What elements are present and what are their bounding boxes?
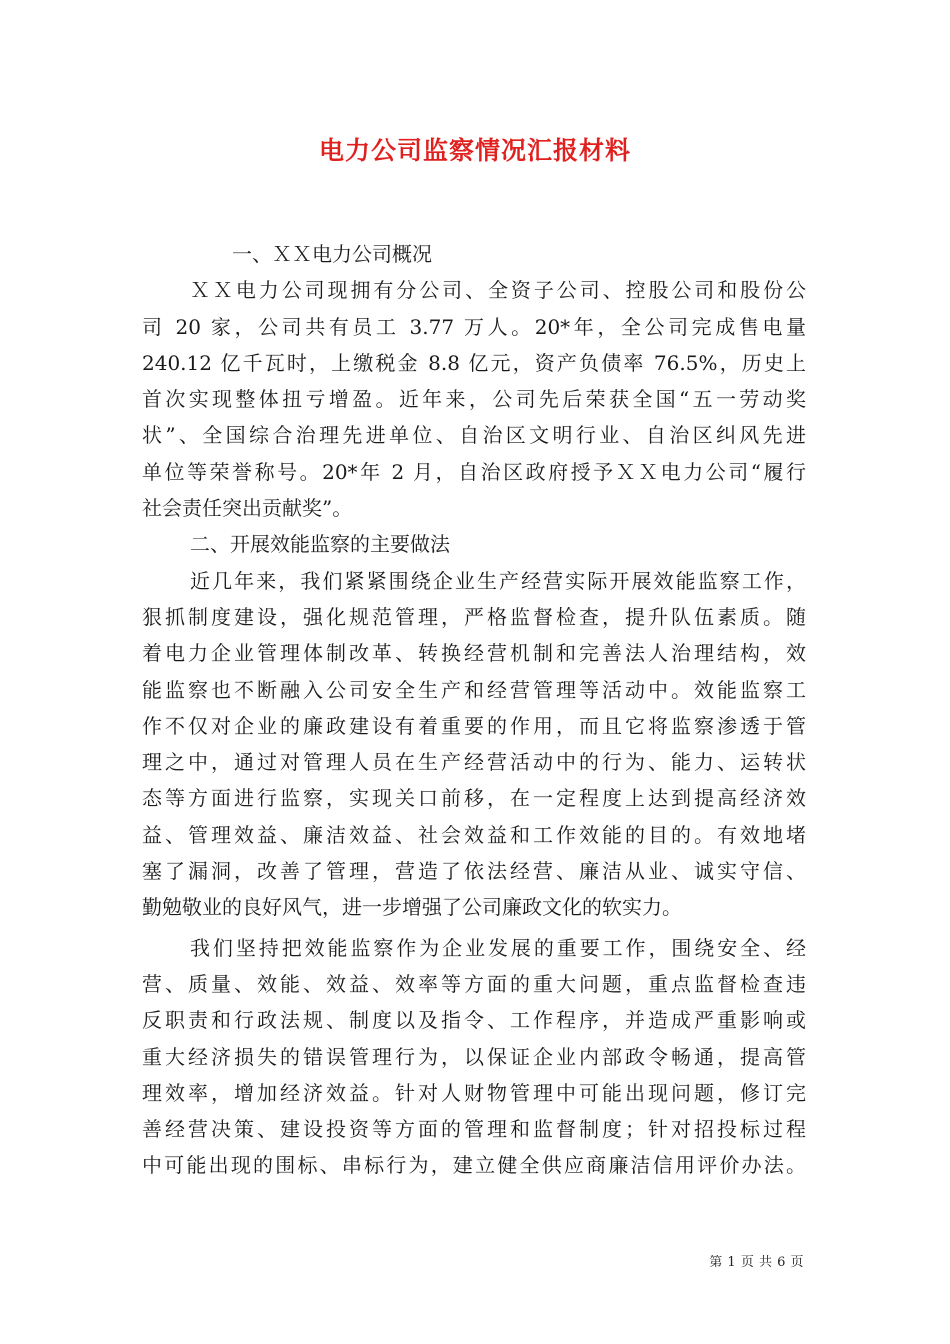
paragraph-line: 营、质量、效能、效益、效率等方面的重大问题，重点监督检查违 xyxy=(142,971,806,996)
paragraph-line: 近几年来，我们紧紧围绕企业生产经营实际开展效能监察工作， xyxy=(190,568,806,593)
paragraph-line: 狠抓制度建设，强化规范管理，严格监督检查，提升队伍素质。随 xyxy=(142,604,806,629)
paragraph-line: 单位等荣誉称号。20*年 2 月，自治区政府授予ＸＸ电力公司“履行 xyxy=(142,459,806,484)
page-number: 第 1 页 共 6 页 xyxy=(709,1255,804,1270)
paragraph-line: 益、管理效益、廉洁效益、社会效益和工作效能的目的。有效地堵 xyxy=(142,822,806,847)
paragraph-line: ＸＸ电力公司现拥有分公司、全资子公司、控股公司和股份公 xyxy=(190,278,806,303)
paragraph-line: 司 20 家，公司共有员工 3.77 万人。20*年，全公司完成售电量 xyxy=(142,314,806,339)
paragraph-line: 反职责和行政法规、制度以及指令、工作程序，并造成严重影响或 xyxy=(142,1008,806,1033)
document-body xyxy=(142,236,806,1184)
section-heading-1: 一、ＸＸ电力公司概况 xyxy=(232,242,432,266)
document-title: 电力公司监察情况汇报材料 xyxy=(318,136,631,165)
section-heading-2: 二、开展效能监察的主要做法 xyxy=(190,532,450,557)
paragraph-line: 社会责任突出贡献奖”。 xyxy=(142,496,353,521)
paragraph-line: 善经营决策、建设投资等方面的管理和监督制度；针对招投标过程 xyxy=(142,1117,806,1142)
paragraph-line: 勤勉敬业的良好风气，进一步增强了公司廉政文化的软实力。 xyxy=(142,895,682,920)
paragraph-line: 240.12 亿千瓦时，上缴税金 8.8 亿元，资产负债率 76.5%，历史上 xyxy=(142,350,806,375)
paragraph-line: 塞了漏洞，改善了管理，营造了依法经营、廉洁从业、诚实守信、 xyxy=(142,859,806,884)
paragraph-line: 我们坚持把效能监察作为企业发展的重要工作，围绕安全、经 xyxy=(190,935,806,960)
paragraph-line: 态等方面进行监察，实现关口前移，在一定程度上达到提高经济效 xyxy=(142,786,806,811)
paragraph-line: 理效率，增加经济效益。针对人财物管理中可能出现问题，修订完 xyxy=(142,1080,806,1105)
paragraph-line: 中可能出现的围标、串标行为，建立健全供应商廉洁信用评价办法。 xyxy=(142,1153,806,1178)
paragraph-line: 着电力企业管理体制改革、转换经营机制和完善法人治理结构，效 xyxy=(142,641,806,666)
paragraph-line: 作不仅对企业的廉政建设有着重要的作用，而且它将监察渗透于管 xyxy=(142,713,806,738)
paragraph-line: 状”、全国综合治理先进单位、自治区文明行业、自治区纠风先进 xyxy=(142,423,806,448)
paragraph-line: 理之中，通过对管理人员在生产经营活动中的行为、能力、运转状 xyxy=(142,750,806,775)
paragraph-line: 重大经济损失的错误管理行为，以保证企业内部政令畅通，提高管 xyxy=(142,1044,806,1069)
paragraph-line: 首次实现整体扭亏增盈。近年来，公司先后荣获全国“五一劳动奖 xyxy=(142,387,806,412)
paragraph-line: 能监察也不断融入公司安全生产和经营管理等活动中。效能监察工 xyxy=(142,677,806,702)
